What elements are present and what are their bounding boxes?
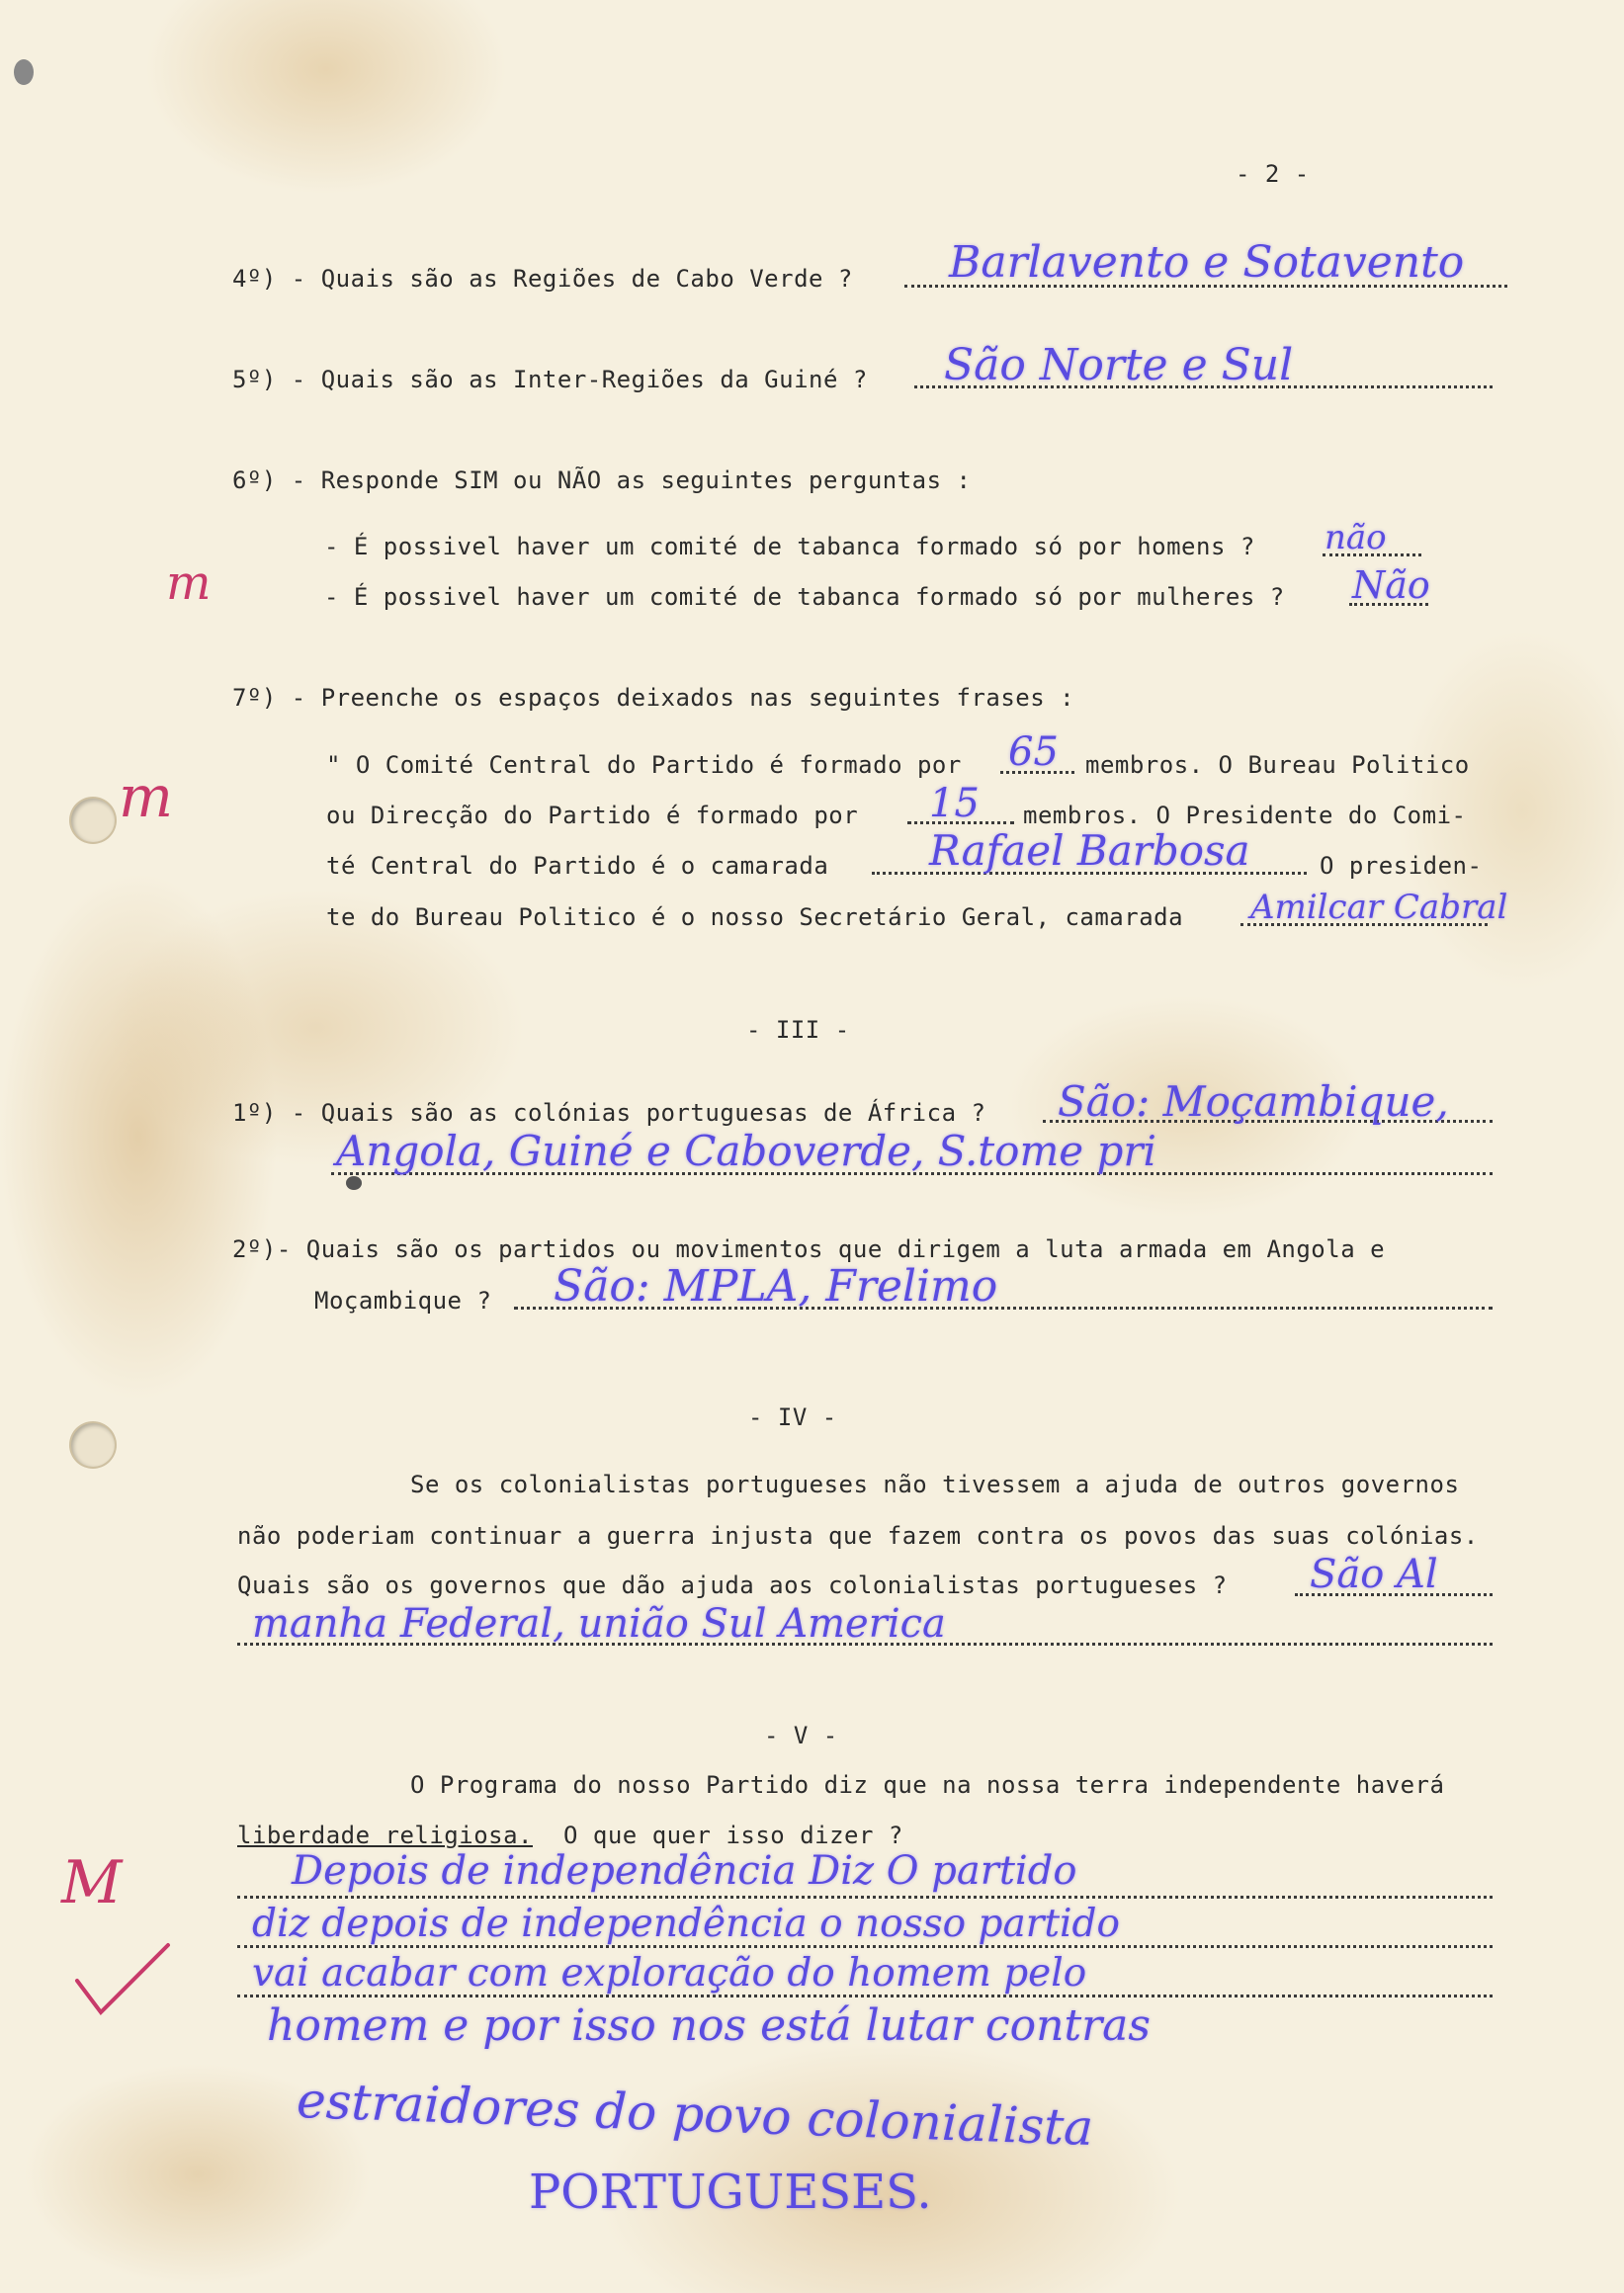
question-5: 5º) - Quais são as Inter-Regiões da Guiné ? — [232, 366, 868, 393]
section-v-heading: - V - — [764, 1722, 838, 1749]
answer-iii-1a: São: Moçambique, — [1058, 1077, 1449, 1126]
section-iv-text-2: não poderiam continuar a guerra injusta que fazem contra os povos das suas colónias. — [237, 1522, 1479, 1550]
question-7: 7º) - Preenche os espaços deixados nas seguintes frases : — [232, 684, 1075, 712]
section-v-text-1: O Programa do nosso Partido diz que na nossa terra independente haverá — [410, 1771, 1445, 1799]
answer-q5: São Norte e Sul — [944, 340, 1294, 390]
q7-line-4a: te do Bureau Politico é o nosso Secretário Geral, camarada — [326, 903, 1184, 931]
answer-line — [237, 1896, 1493, 1899]
q7-line-3b: O presiden- — [1320, 852, 1483, 880]
answer-iii-2: São: MPLA, Frelimo — [554, 1261, 998, 1312]
question-6-item-2: - É possivel haver um comité de tabanca formado só por mulheres ? — [324, 583, 1285, 611]
section-iii-question-2-line-2: Moçambique ? — [314, 1287, 492, 1315]
section-v-text-2a: liberdade religiosa. — [237, 1822, 533, 1849]
answer-v-3: vai acabar com exploração do homem pelo — [252, 1951, 1087, 1996]
section-v-text-2b: O que quer isso dizer ? — [563, 1822, 903, 1849]
answer-q7-b: 15 — [929, 781, 980, 826]
teacher-mark: m — [119, 763, 173, 830]
answer-iii-1b: Angola, Guiné e Caboverde, S.tome pri — [336, 1127, 1156, 1175]
section-iv-heading: - IV - — [748, 1403, 837, 1431]
answer-v-4: homem e por isso nos está lutar contras — [267, 2000, 1151, 2051]
question-4: 4º) - Quais são as Regiões de Cabo Verde ? — [232, 265, 853, 293]
section-iii-heading: - III - — [746, 1016, 850, 1044]
answer-q7-c: Rafael Barbosa — [929, 826, 1250, 875]
q7-line-3a: té Central do Partido é o camarada — [326, 852, 829, 880]
punch-hole-bottom — [71, 1423, 115, 1467]
answer-v-2: diz depois de independência o nosso partido — [252, 1902, 1120, 1946]
ink-speck — [14, 59, 34, 85]
question-6: 6º) - Responde SIM ou NÃO as seguintes perguntas : — [232, 467, 972, 494]
teacher-mark: M — [61, 1848, 123, 1917]
section-iii-question-1: 1º) - Quais são as colónias portuguesas de África ? — [232, 1099, 986, 1127]
section-iv-text-1: Se os colonialistas portugueses não tivessem a ajuda de outros governos — [410, 1471, 1460, 1498]
ink-speck — [346, 1176, 362, 1190]
teacher-mark: m — [166, 555, 212, 611]
answer-q7-d: Amilcar Cabral — [1250, 888, 1508, 927]
answer-q4: Barlavento e Sotavento — [949, 237, 1465, 288]
answer-q7-a: 65 — [1008, 729, 1059, 775]
checkmark-icon — [69, 1937, 178, 2026]
section-iii-question-2-line-1: 2º)- Quais são os partidos ou movimentos que dirigem a luta armada em Angola e — [232, 1235, 1386, 1263]
answer-q6-1: não — [1325, 518, 1387, 557]
q7-line-1a: " O Comité Central do Partido é formado por — [326, 751, 962, 779]
answer-q6-2: Não — [1352, 563, 1430, 607]
page-number: - 2 - — [1236, 160, 1310, 188]
answer-iv-1: São Al — [1310, 1552, 1438, 1597]
q7-line-1b: membros. O Bureau Politico — [1085, 751, 1470, 779]
q7-line-2a: ou Direcção do Partido é formado por — [326, 802, 859, 829]
section-iv-text-3: Quais são os governos que dão ajuda aos colonialistas portugueses ? — [237, 1571, 1228, 1599]
punch-hole-top — [71, 799, 115, 842]
answer-v-6: PORTUGUESES. — [529, 2165, 932, 2220]
q7-line-2b: membros. O Presidente do Comi- — [1023, 802, 1467, 829]
answer-v-1: Depois de independência Diz O partido — [292, 1848, 1077, 1894]
question-6-item-1: - É possivel haver um comité de tabanca formado só por homens ? — [324, 533, 1255, 560]
answer-v-5: estraidores do povo colonialista — [296, 2071, 1095, 2158]
answer-iv-2: manha Federal, união Sul America — [252, 1601, 946, 1647]
